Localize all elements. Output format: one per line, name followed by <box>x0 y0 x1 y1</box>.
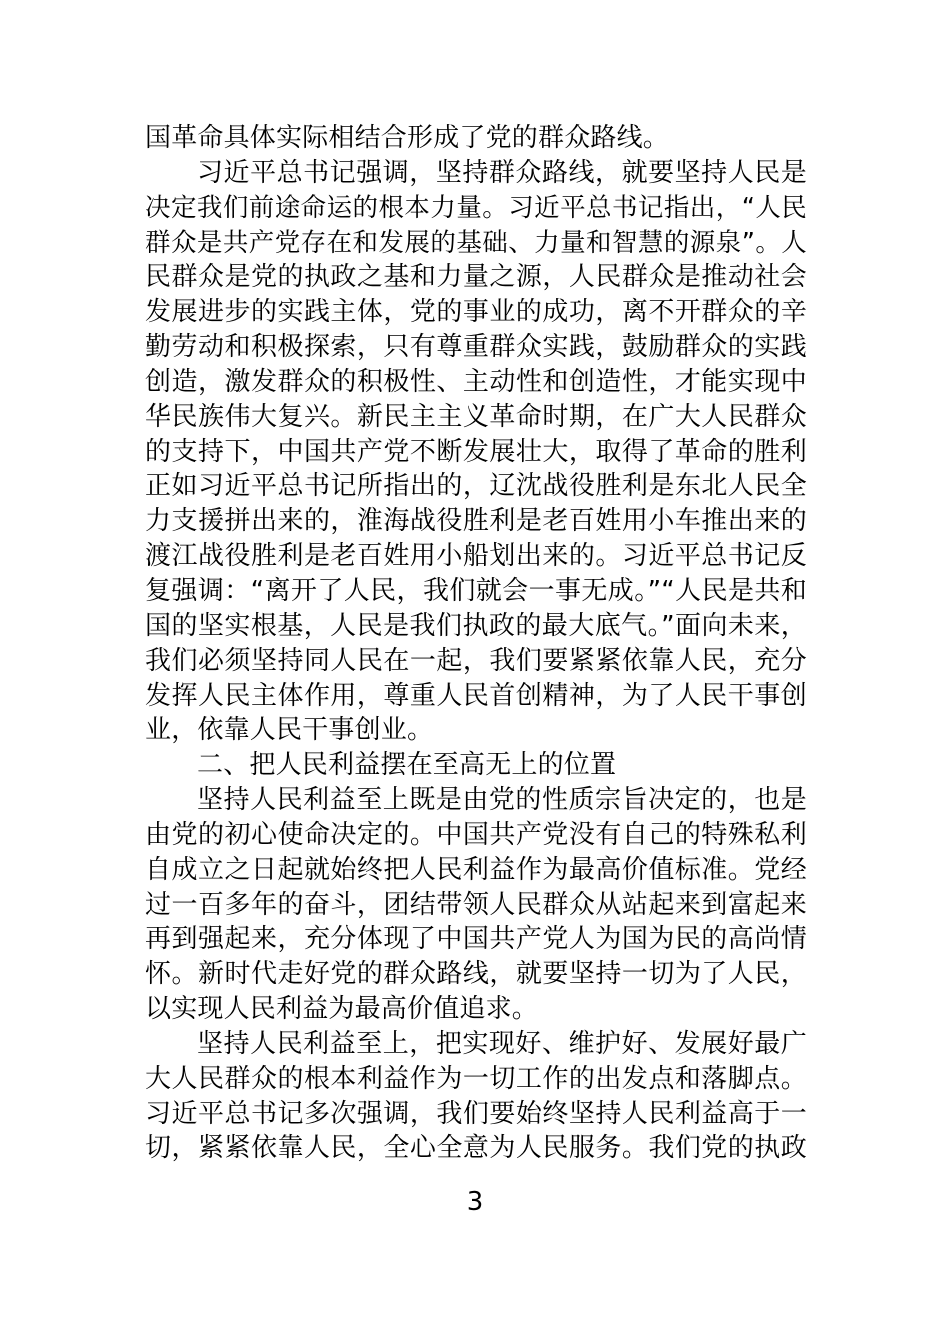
text-line: 由党的初心使命决定的。中国共产党没有自己的特殊私利 <box>145 819 807 850</box>
text-line: 的支持下，中国共产党不断发展壮大，取得了革命的胜利 <box>145 436 807 467</box>
text-line: 我们必须坚持同人民在一起，我们要紧紧依靠人民，充分 <box>145 645 807 676</box>
text-line: 过一百多年的奋斗，团结带领人民群众从站起来到富起来 <box>145 889 807 920</box>
text-line: 切，紧紧依靠人民，全心全意为人民服务。我们党的执政 <box>145 1133 807 1164</box>
text-line: 民群众是党的执政之基和力量之源，人民群众是推动社会 <box>145 262 807 293</box>
text-line: 复强调：“离开了人民，我们就会一事无成。”“人民是共和 <box>145 575 807 606</box>
text-line: 发展进步的实践主体，党的事业的成功，离不开群众的辛 <box>145 297 807 328</box>
text-line: 国革命具体实际相结合形成了党的群众路线。 <box>145 123 670 153</box>
text-line: 再到强起来，充分体现了中国共产党人为国为民的高尚情 <box>145 924 807 955</box>
text-line: 习近平总书记多次强调，我们要始终坚持人民利益高于一 <box>145 1098 807 1129</box>
text-line: 力支援拼出来的，淮海战役胜利是老百姓用小车推出来的 <box>145 506 807 537</box>
text-line: 业，依靠人民干事创业。 <box>145 715 434 746</box>
page-number: 3 <box>466 1187 484 1217</box>
body-text <box>145 121 807 1166</box>
text-line: 以实现人民利益为最高价值追求。 <box>145 994 539 1025</box>
text-line: 正如习近平总书记所指出的，辽沈战役胜利是东北人民全 <box>145 471 807 502</box>
text-line: 决定我们前途命运的根本力量。习近平总书记指出，“人民 <box>145 192 807 223</box>
text-line: 大人民群众的根本利益作为一切工作的出发点和落脚点。 <box>145 1063 807 1094</box>
text-line: 自成立之日起就始终把人民利益作为最高价值标准。党经 <box>145 854 807 885</box>
text-line: 创造，激发群众的积极性、主动性和创造性，才能实现中 <box>145 366 807 397</box>
paragraph-first-line: 坚持人民利益至上既是由党的性质宗旨决定的，也是 <box>197 785 807 816</box>
text-line: 渡江战役胜利是老百姓用小船划出来的。习近平总书记反 <box>145 541 807 572</box>
text-line: 群众是共产党存在和发展的基础、力量和智慧的源泉”。人 <box>145 227 807 258</box>
paragraph-first-line: 习近平总书记强调，坚持群众路线，就要坚持人民是 <box>197 157 807 188</box>
text-line: 勤劳动和积极探索，只有尊重群众实践，鼓励群众的实践 <box>145 332 807 363</box>
text-line: 怀。新时代走好党的群众路线，就要坚持一切为了人民， <box>145 959 807 990</box>
text-line: 华民族伟大复兴。新民主主义革命时期，在广大人民群众 <box>145 401 807 432</box>
text-line: 发挥人民主体作用，尊重人民首创精神，为了人民干事创 <box>145 680 807 711</box>
paragraph-first-line: 坚持人民利益至上，把实现好、维护好、发展好最广 <box>197 1028 807 1059</box>
paragraph-first-line: 二、把人民利益摆在至高无上的位置 <box>197 750 617 781</box>
text-line: 国的坚实根基，人民是我们执政的最大底气。”面向未来， <box>145 610 807 641</box>
